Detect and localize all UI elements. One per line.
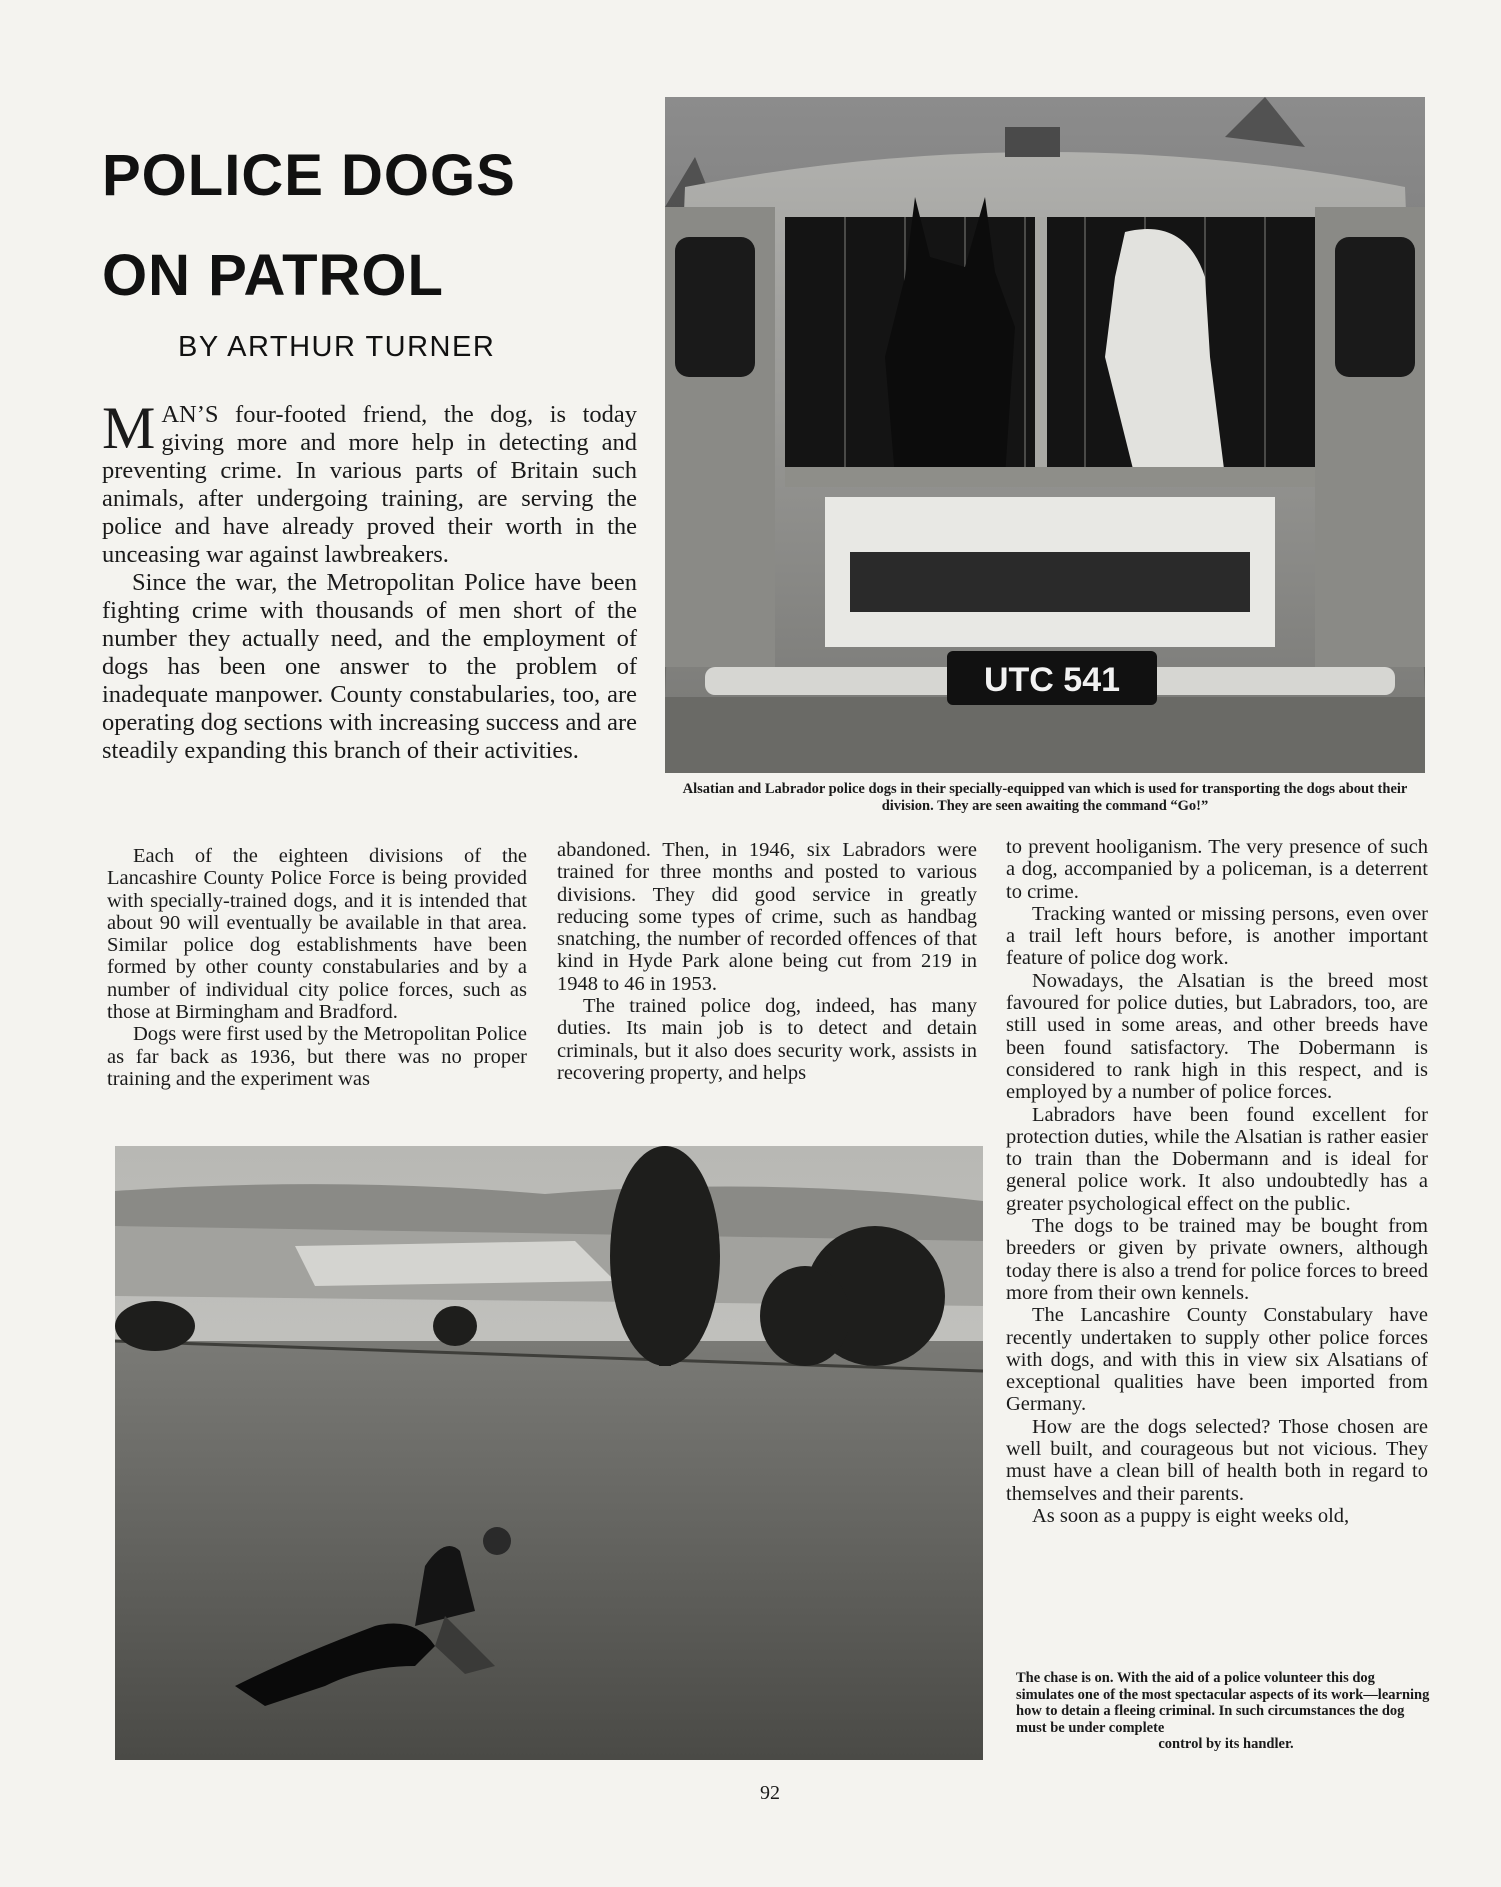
paragraph: Each of the eighteen divisions of the Lancashire County Police Force is being provided with specially-trained dogs, and it is intended that about 90 will eventually be available in that area. Similar police dog establishments have been formed by other county constabularies and by a number of individual city police forces, such as those at Birmingham and Bradford. [107,845,527,1024]
text-column-3 [1006,836,1428,1527]
paragraph: The dogs to be trained may be bought from breeders or given by private owners, although today there is also a trend for police forces to breed more from their own kennels. [1006,1215,1428,1304]
license-plate: UTC 541 [983,661,1121,699]
paragraph: The Lancashire County Constabulary have recently undertaken to supply other police forces with dogs, and with this in view six Alsatians of exceptional qualities have been imported from Germany. [1006,1304,1428,1416]
paragraph: to prevent hooliganism. The very presence of such a dog, accompanied by a policeman, is a deterrent to crime. [1006,836,1428,903]
field-chase-photo [115,1146,983,1760]
paragraph: Dogs were first used by the Metropolitan Police as far back as 1936, but there was no proper training and the experiment was [107,1023,527,1090]
field-caption [1016,1670,1436,1753]
article-title [102,126,642,326]
paragraph: Labradors have been found excellent for protection duties, while the Alsatian is rather easier to train than the Dobermann and is ideal for general police work. It also undoubtedly has a greater psychological effect on the public. [1006,1103,1428,1215]
drop-cap: M [102,395,156,461]
police-van-photo [665,97,1425,773]
text-column-2 [557,839,977,1084]
title-line-2: ON PATROL [102,243,444,308]
title-line-1: POLICE DOGS [102,143,516,208]
intro-text [102,395,637,765]
intro-paragraph-2: Since the war, the Metropolitan Police have been fighting crime with thousands of men short of the number they actually need, and the employment of dogs has been one answer to the problem of inadequate manpower. County constabularies, too, are operating dog sections with increasing success and are steadily expanding this branch of their activities. [102,569,637,764]
paragraph: abandoned. Then, in 1946, six Labradors were trained for three months and posted to various divisions. They did good service in greatly reducing some types of crime, such as handbag snatching, the number of recorded offences of that kind in Hyde Park alone being cut from 219 in 1948 to 46 in 1953. [557,839,977,995]
paragraph: As soon as a puppy is eight weeks old, [1032,1504,1350,1527]
field-caption-text: The chase is on. With the aid of a police volunteer this dog simulates one of the most spectacular aspects of its work—learning how to detain a fleeing criminal. In such circumstances the dog must be under complete [1016,1670,1430,1736]
paragraph: The trained police dog, indeed, has many duties. Its main job is to detect and detain criminals, but it also does security work, assists in recovering property, and helps [557,995,977,1084]
field-caption-last-line: control by its handler. [1158,1736,1294,1752]
byline: BY ARTHUR TURNER [178,331,496,363]
intro-paragraph-1 [102,395,637,569]
paragraph: Nowadays, the Alsatian is the breed most favoured for police duties, but Labradors, too, are still used in some areas, and other breeds have been found satisfactory. The Dobermann is considered to rank high in this respect, and is employed by a number of police forces. [1006,969,1428,1104]
paragraph: How are the dogs selected? Those chosen are well built, and courageous but not vicious. They must have a clean bill of health both in regard to themselves and their parents. [1006,1415,1428,1505]
van-caption: Alsatian and Labrador police dogs in their specially-equipped van which is used for transporting the dogs about their division. They are seen awaiting the command “Go!” [682,781,1408,814]
page-number: 92 [760,1782,780,1804]
paragraph: Tracking wanted or missing persons, even over a trail left hours before, is another important feature of police dog work. [1006,902,1428,970]
intro-paragraph-1-text: AN’S four-footed friend, the dog, is today giving more and more help in detecting and preventing crime. In various parts of Britain such animals, after undergoing training, are serving the police and have already proved their worth in the unceasing war against lawbreakers. [102,401,637,568]
text-column-1 [107,845,527,1090]
